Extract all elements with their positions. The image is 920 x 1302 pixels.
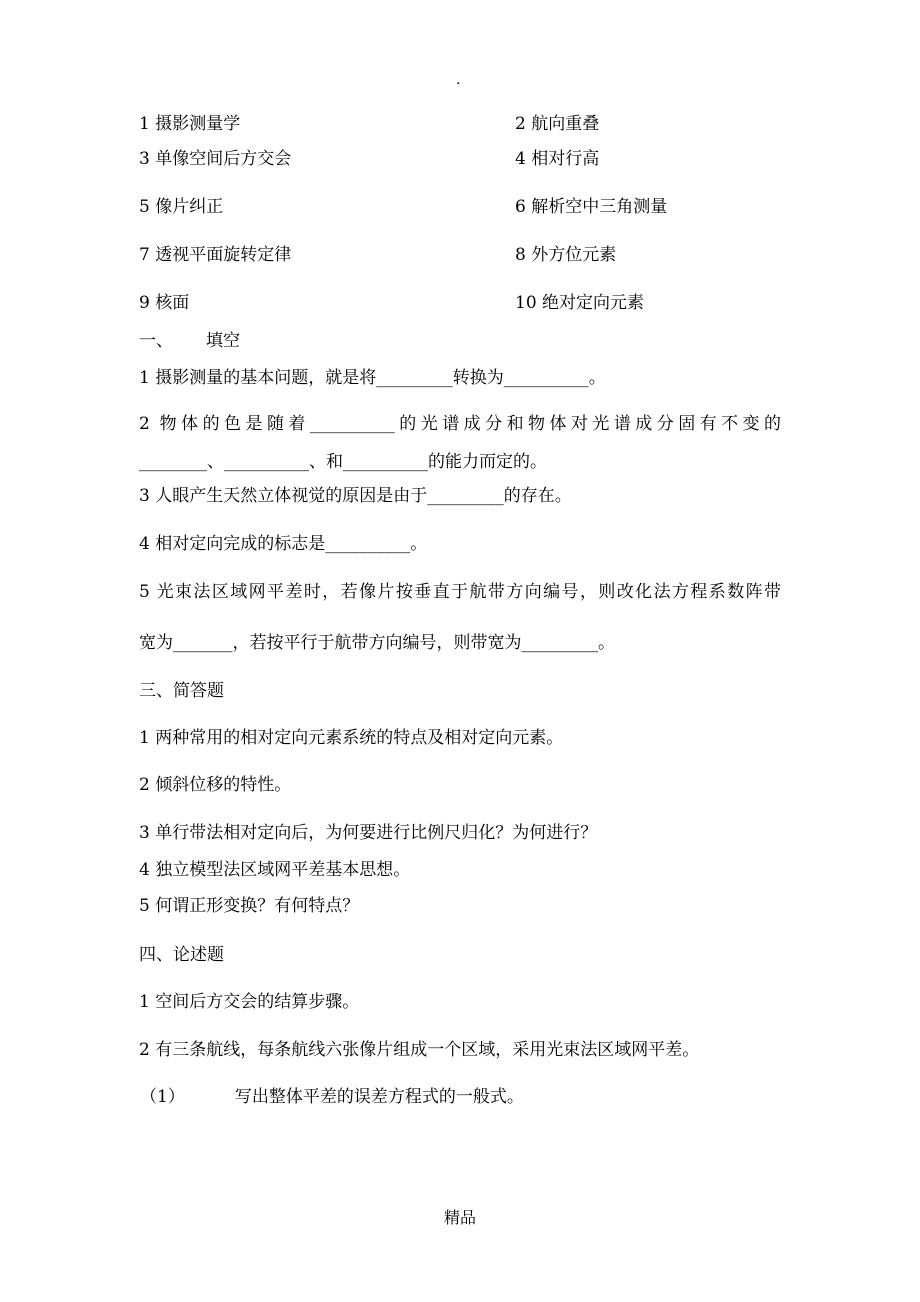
section-heading-essay: 四、论述题	[139, 945, 224, 965]
term-item: 5 像片纠正	[139, 197, 224, 217]
term-row	[139, 113, 600, 135]
question-item: 3 单行带法相对定向后，为何要进行比例尺归化？为何进行？	[139, 823, 598, 843]
term-item: 2 航向重叠	[515, 114, 600, 134]
sub-question-number: （1）	[140, 1087, 185, 1107]
term-row	[139, 244, 617, 266]
sub-question-text: 写出整体平差的误差方程式的一般式。	[234, 1087, 524, 1107]
question-item: 1 两种常用的相对定向元素系统的特点及相对定向元素。	[139, 728, 564, 748]
question-item: 1 空间后方交会的结算步骤。	[139, 992, 360, 1012]
question-item: 5 何谓正形变换？有何特点？	[139, 896, 360, 916]
term-item: 4 相对行高	[515, 149, 600, 169]
question-item-continued: 宽为_______，若按平行于航带方向编号，则带宽为_________。	[139, 633, 615, 653]
header-dot: .	[456, 72, 461, 88]
question-item: 4 独立模型法区域网平差基本思想。	[139, 860, 411, 880]
question-item: 3 人眼产生天然立体视觉的原因是由于_________的存在。	[139, 486, 572, 506]
section-heading-title: 填空	[206, 331, 240, 351]
term-item: 7 透视平面旋转定律	[139, 245, 292, 265]
section-heading-number: 一、	[139, 331, 173, 351]
section-heading-fill	[139, 330, 240, 352]
term-row	[139, 292, 645, 314]
term-item: 6 解析空中三角测量	[515, 197, 668, 217]
term-item: 10 绝对定向元素	[515, 293, 645, 313]
term-row	[139, 148, 600, 170]
question-item: 4 相对定向完成的标志是__________。	[139, 534, 428, 554]
term-item: 3 单像空间后方交会	[139, 149, 292, 169]
question-item: 2 物体的色是随着__________的光谱成分和物体对光谱成分固有不变的	[139, 414, 781, 434]
section-heading-short-answer: 三、简答题	[139, 681, 224, 701]
question-item: 5 光束法区域网平差时，若像片按垂直于航带方向编号，则改化法方程系数阵带	[139, 582, 781, 602]
question-item: 2 倾斜位移的特性。	[139, 775, 292, 795]
question-item: 2 有三条航线，每条航线六张像片组成一个区域，采用光束法区域网平差。	[139, 1040, 700, 1060]
question-item-continued: ________、__________、和__________的能力而定的。	[139, 452, 547, 472]
term-item: 1 摄影测量学	[139, 114, 241, 134]
term-item: 8 外方位元素	[515, 245, 617, 265]
page-footer: 精品	[443, 1208, 476, 1227]
term-row	[139, 196, 668, 218]
sub-question-item	[140, 1086, 524, 1108]
term-item: 9 核面	[139, 293, 190, 313]
question-item: 1 摄影测量的基本问题，就是将_________转换为__________。	[139, 368, 606, 388]
